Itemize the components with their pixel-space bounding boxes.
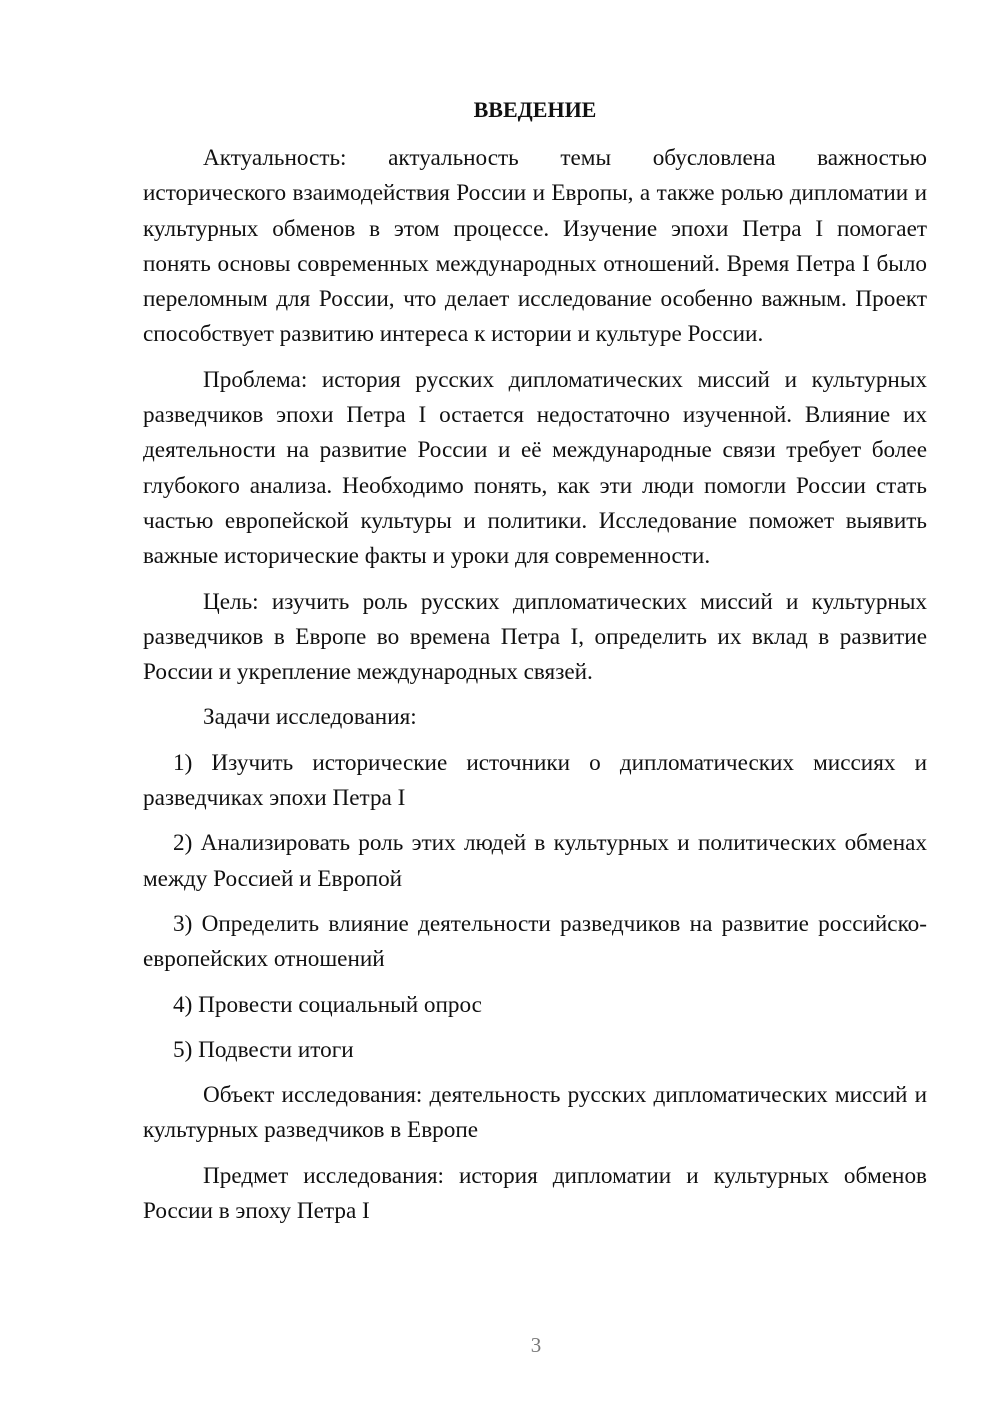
task-item-1: 1) Изучить исторические источники о дипломатических миссиях и разведчиках эпохи Петра I [143,749,927,812]
page-content [143,92,927,1239]
task-item-4: 4) Провести социальный опрос [173,991,482,1018]
object-paragraph: Объект исследования: деятельность русских дипломатических миссий и культурных разведчиков в Европе [143,1082,927,1144]
task-item-3: 3) Определить влияние деятельности разведчиков на развитие российско-европейских отношений [143,910,927,973]
subject-paragraph: Предмет исследования: история дипломатии и культурных обменов России в эпоху Петра I [143,1162,927,1225]
page-title: ВВЕДЕНИЕ [473,97,597,122]
problem-paragraph: Проблема: история русских дипломатических миссий и культурных разведчиков эпохи Петра I остается недостаточно изученной. Влияние их деятельности на развитие России и её международные связи требует более глубокого анализа. Необходимо понять, как эти люди помогли России стать частью европейской культуры и политики. Исследование поможет выявить важные исторические факты и уроки для современности. [143,366,927,570]
tasks-heading: Задачи исследования: [203,704,417,731]
relevance-paragraph: Актуальность: актуальность темы обусловлена важностью исторического взаимодействия России и Европы, а также ролью дипломатии и культурных обменов в этом процессе. Изучение эпохи Петра I помогает понять основы современных международных отношений. Время Петра I было переломным для России, что делает исследование особенно важным. Проект способствует развитию интереса к истории и культуре России. [143,145,927,348]
page-number: 3 [530,1333,542,1357]
task-item-2: 2) Анализировать роль этих людей в культурных и политических обменах между Россией и Европой [143,830,927,892]
task-item-5: 5) Подвести итоги [173,1036,354,1063]
goal-paragraph: Цель: изучить роль русских дипломатических миссий и культурных разведчиков в Европе во времена Петра I, определить их вклад в развитие России и укрепление международных связей. [143,588,927,686]
